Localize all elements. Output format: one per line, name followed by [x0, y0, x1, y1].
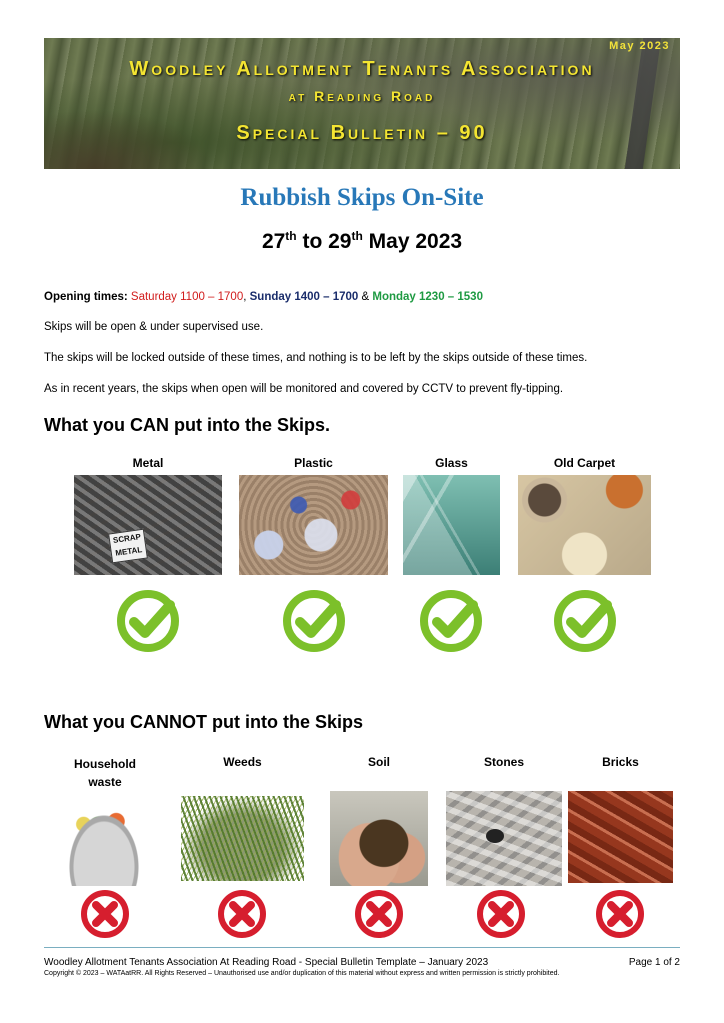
footer-divider: [44, 947, 680, 948]
plastic-image: [239, 475, 388, 575]
check-icon: [282, 589, 346, 653]
event-dates: [0, 229, 724, 254]
scrap-metal-sign: SCRAP METAL: [108, 529, 148, 564]
household-waste-image: [53, 791, 155, 886]
soil-image: [330, 791, 428, 886]
page-title: Rubbish Skips On-Site: [240, 184, 484, 211]
can-item-carpet-label: Old Carpet: [553, 456, 616, 470]
header-banner: [44, 38, 680, 169]
paragraph-locked: The skips will be locked outside of these times, and nothing is to be left by the skips outside of these times.: [44, 352, 588, 364]
cannot-item-weeds-label: Weeds: [223, 755, 262, 769]
check-icon: [553, 589, 617, 653]
glass-image: [403, 475, 500, 575]
cross-icon: [594, 888, 646, 940]
cross-icon: [216, 888, 268, 940]
banner-location: at Reading Road: [288, 88, 436, 104]
metal-image: [74, 475, 222, 575]
cannot-item-household-label: Household waste: [74, 757, 136, 789]
stones-pipe: [486, 829, 504, 843]
opening-sunday: Sunday 1400 – 1700: [249, 291, 359, 303]
month-year: May 2023: [362, 230, 463, 253]
start-day: 27: [261, 230, 286, 253]
end-day: 29: [328, 230, 352, 253]
opening-sep2: &: [358, 291, 373, 303]
cannot-heading: What you CANNOT put into the Skips: [44, 712, 363, 732]
opening-label: Opening times:: [44, 291, 128, 303]
start-suffix: th: [285, 229, 297, 243]
cross-icon: [475, 888, 527, 940]
dates-to: to: [296, 230, 329, 253]
cannot-item-bricks-label: Bricks: [602, 755, 639, 769]
opening-sep1: ,: [243, 291, 250, 303]
stones-image: [446, 791, 562, 886]
opening-monday: Monday 1230 – 1530: [372, 291, 483, 303]
cannot-item-soil-label: Soil: [367, 755, 390, 769]
cross-icon: [79, 888, 131, 940]
bricks-image: [568, 791, 673, 883]
can-heading: What you CAN put into the Skips.: [44, 415, 330, 435]
can-item-metal-label: Metal: [132, 456, 164, 470]
end-suffix: th: [351, 229, 363, 243]
can-item-plastic-label: Plastic: [294, 456, 333, 470]
page-number: Page 1 of 2: [628, 957, 680, 968]
opening-saturday: Saturday 1100 – 1700: [130, 291, 244, 303]
banner-bulletin-number: Special Bulletin – 90: [236, 122, 488, 144]
can-item-glass-label: Glass: [435, 456, 468, 470]
cannot-item-stones-label: Stones: [483, 755, 524, 769]
weeds-image: [181, 796, 304, 881]
banner-association-name: Woodley Allotment Tenants Association: [129, 58, 595, 80]
paragraph-cctv: As in recent years, the skips when open will be monitored and covered by CCTV to prevent fly-tipping.: [44, 383, 564, 395]
carpet-image: [518, 475, 651, 575]
check-icon: [116, 589, 180, 653]
footer-text: Woodley Allotment Tenants Association At Reading Road - Special Bulletin Template – January 2023: [44, 957, 489, 968]
copyright-notice: Copyright © 2023 – WATAatRR. All Rights Reserved – Unauthorised use and/or duplication of this material without express and written permission is strictly prohibited.: [44, 970, 560, 977]
check-icon: [419, 589, 483, 653]
opening-times: [44, 291, 483, 303]
paragraph-supervised: Skips will be open & under supervised use.: [44, 321, 264, 333]
cross-icon: [353, 888, 405, 940]
banner-date: May 2023: [609, 40, 670, 52]
